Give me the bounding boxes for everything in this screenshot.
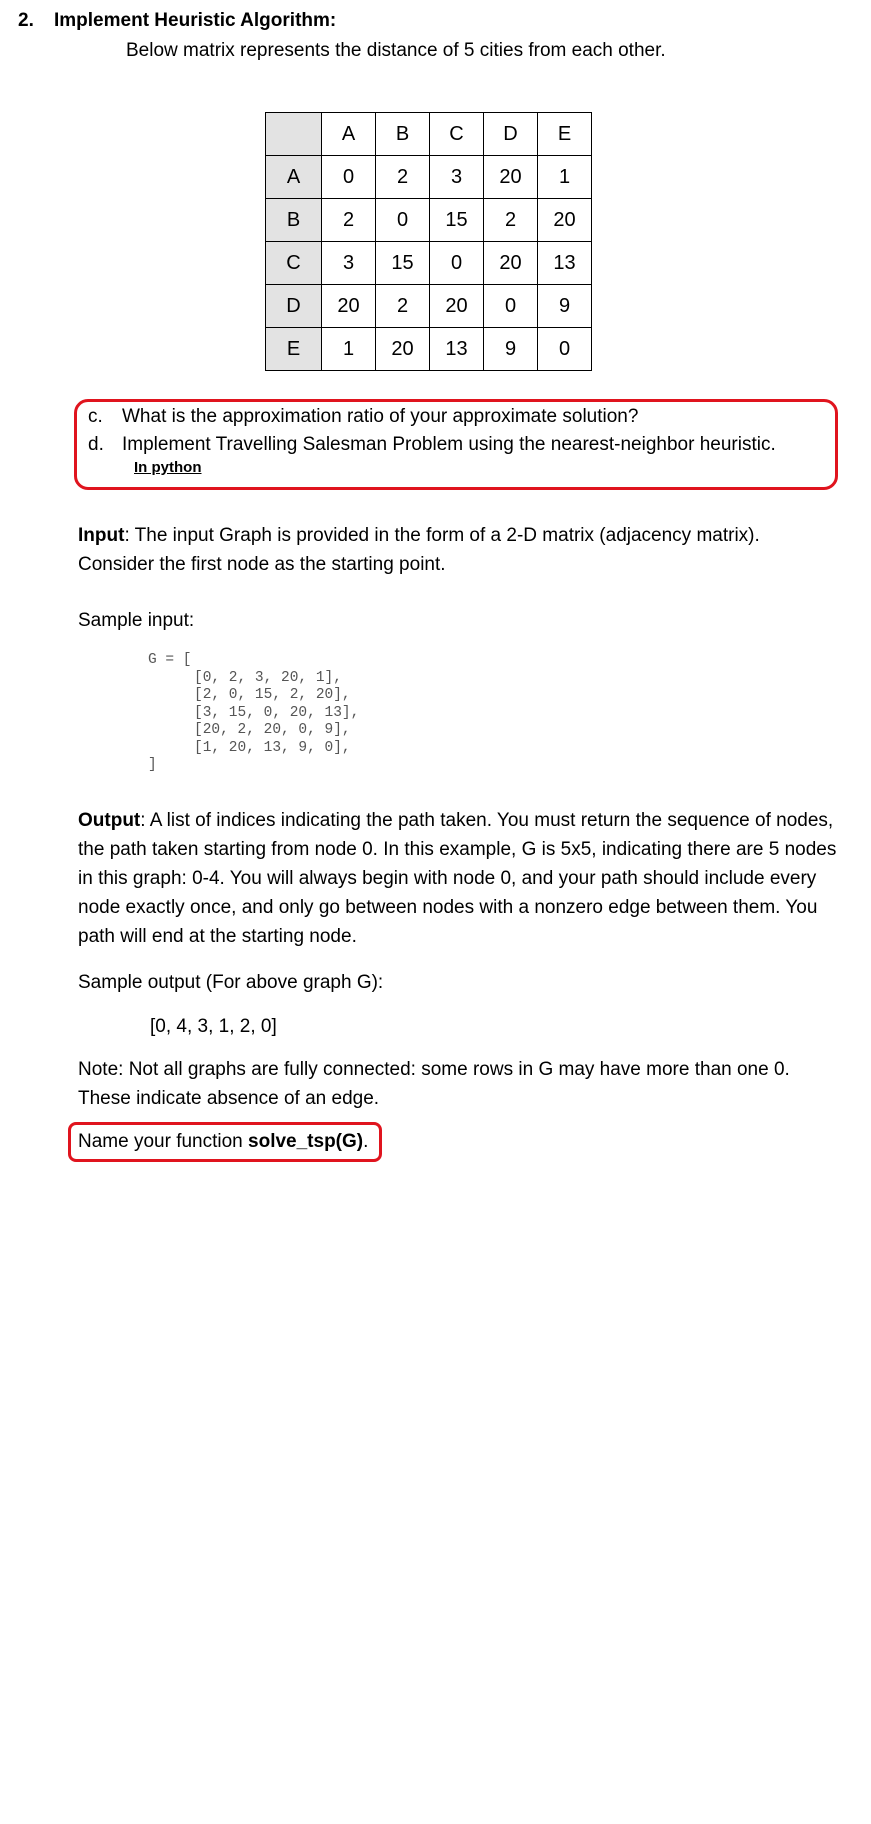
question-marker: c. [88, 406, 103, 427]
output-label: Output [78, 810, 141, 831]
matrix-col-header: B [376, 113, 430, 156]
matrix-col-header: D [484, 113, 538, 156]
matrix-row-header: A [266, 156, 322, 199]
section-heading [18, 10, 336, 32]
matrix-cell: 20 [484, 156, 538, 199]
output-text: : A list of indices indicating the path taken. You must return the sequence of nodes, the path taken starting from node 0. In this example, G is 5x5, indicating there are 5 nodes in this graph: 0-4. You will always begin with node 0, and your path should include every node exactly once, and only go between nodes with a nonzero edge between them. You path will end at the starting node. [78, 810, 837, 947]
matrix-cell: 0 [322, 156, 376, 199]
matrix-header-row [266, 113, 592, 156]
input-description [78, 521, 838, 579]
matrix-row-header: D [266, 285, 322, 328]
code-row: [3, 15, 0, 20, 13], [194, 704, 360, 721]
matrix-row [266, 285, 592, 328]
matrix-cell: 0 [484, 285, 538, 328]
sample-input-code [148, 652, 359, 775]
matrix-cell: 2 [376, 285, 430, 328]
matrix-row [266, 242, 592, 285]
matrix-row-header: B [266, 199, 322, 242]
note-text: Note: Not all graphs are fully connected: some rows in G may have more than one 0. These indicate absence of an edge. [78, 1059, 790, 1109]
matrix-col-header: C [430, 113, 484, 156]
code-row: [0, 2, 3, 20, 1], [194, 669, 342, 686]
question-text: Implement Travelling Salesman Problem using the nearest-neighbor heuristic. [122, 434, 776, 455]
code-row: [1, 20, 13, 9, 0], [194, 739, 351, 756]
distance-matrix [265, 112, 592, 371]
section-number: 2. [18, 10, 34, 31]
question-marker: d. [88, 434, 104, 455]
matrix-cell: 0 [376, 199, 430, 242]
code-row: [20, 2, 20, 0, 9], [194, 722, 351, 738]
matrix-cell: 20 [376, 328, 430, 371]
matrix-cell: 1 [538, 156, 592, 199]
matrix-cell: 2 [322, 199, 376, 242]
matrix-cell: 20 [538, 199, 592, 242]
matrix-corner-cell [266, 113, 322, 156]
matrix-row [266, 199, 592, 242]
matrix-cell: 3 [430, 156, 484, 199]
matrix-cell: 20 [322, 285, 376, 328]
matrix-cell: 2 [484, 199, 538, 242]
sample-output-label: Sample output (For above graph G): [78, 972, 384, 993]
output-description [78, 806, 838, 951]
matrix-row-header: E [266, 328, 322, 371]
code-close: ] [148, 757, 157, 773]
matrix-cell: 15 [376, 242, 430, 285]
matrix-cell: 13 [538, 242, 592, 285]
matrix-cell: 3 [322, 242, 376, 285]
matrix-cell: 0 [538, 328, 592, 371]
question-d [88, 434, 776, 456]
matrix-row [266, 156, 592, 199]
matrix-cell: 9 [484, 328, 538, 371]
matrix-cell: 0 [430, 242, 484, 285]
matrix-col-header: A [322, 113, 376, 156]
matrix-cell: 15 [430, 199, 484, 242]
matrix-row [266, 328, 592, 371]
function-name: solve_tsp(G) [248, 1131, 364, 1152]
matrix-cell: 20 [430, 285, 484, 328]
function-prefix: Name your function [78, 1131, 249, 1152]
matrix-cell: 13 [430, 328, 484, 371]
code-row: [2, 0, 15, 2, 20], [194, 687, 351, 703]
input-text: : The input Graph is provided in the form of a 2-D matrix (adjacency matrix). Consider the first node as the starting point. [78, 525, 760, 575]
sample-input-label: Sample input: [78, 610, 195, 631]
intro-text: Below matrix represents the distance of 5 cities from each other. [126, 40, 666, 61]
function-name-instruction [78, 1127, 368, 1156]
sample-output-value: [0, 4, 3, 1, 2, 0] [150, 1016, 277, 1037]
function-suffix: . [363, 1131, 369, 1152]
question-text: What is the approximation ratio of your approximate solution? [122, 406, 639, 427]
matrix-col-header: E [538, 113, 592, 156]
matrix-cell: 1 [322, 328, 376, 371]
matrix-cell: 2 [376, 156, 430, 199]
code-open: G = [ [148, 652, 192, 668]
matrix-cell: 9 [538, 285, 592, 328]
input-label: Input [78, 525, 125, 546]
matrix-row-header: C [266, 242, 322, 285]
in-python-note: In python [134, 459, 202, 476]
section-title: Implement Heuristic Algorithm: [54, 10, 337, 31]
matrix-cell: 20 [484, 242, 538, 285]
question-c [88, 406, 638, 428]
